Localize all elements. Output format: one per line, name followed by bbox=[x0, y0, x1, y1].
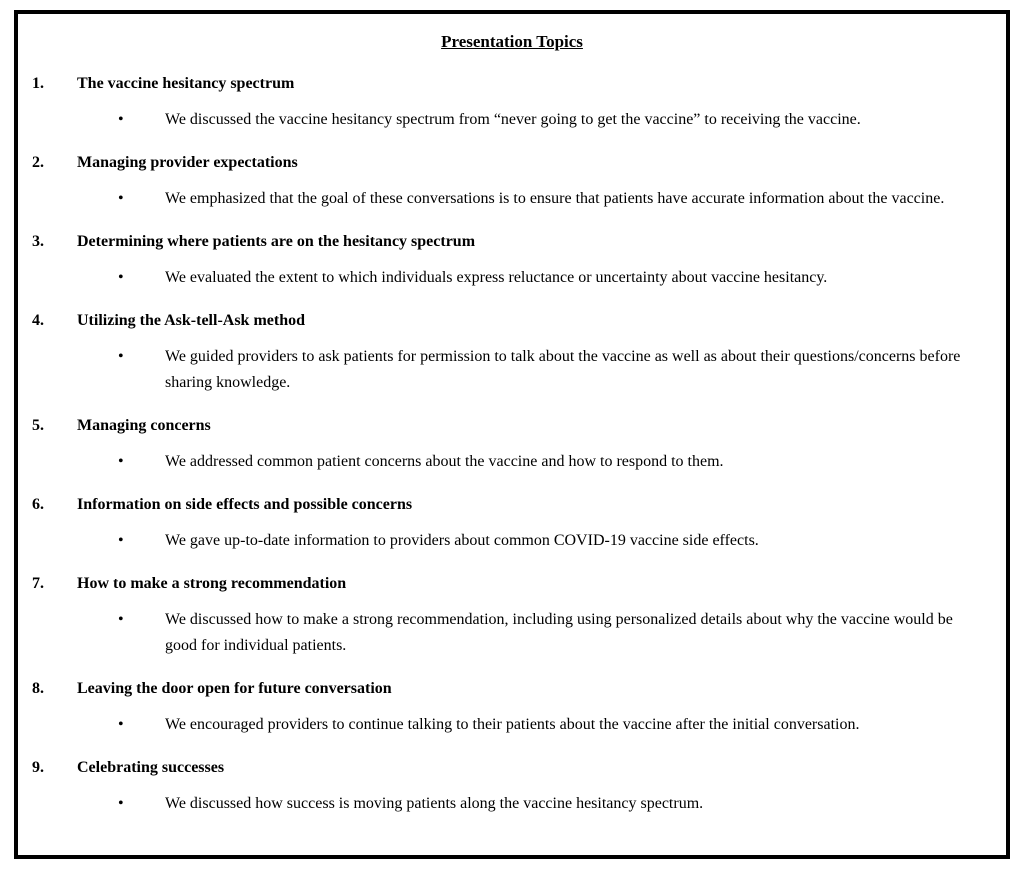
topic-bullet-text: We evaluated the extent to which individuals express reluctance or uncertainty about vaccine hesitancy. bbox=[165, 269, 828, 286]
topic-item-5 bbox=[18, 413, 1006, 475]
topic-heading: Information on side effects and possible concerns bbox=[77, 496, 413, 513]
topic-number: 8. bbox=[32, 680, 44, 697]
bullet-row bbox=[18, 344, 1006, 396]
topic-head bbox=[18, 492, 1006, 518]
bullet-icon: • bbox=[118, 111, 124, 128]
topic-item-2 bbox=[18, 150, 1006, 212]
topic-bullet-text: We encouraged providers to continue talking to their patients about the vaccine after the initial conversation. bbox=[165, 716, 860, 733]
topic-head bbox=[18, 308, 1006, 334]
topic-head bbox=[18, 676, 1006, 702]
bullet-icon: • bbox=[118, 269, 124, 286]
bullet-row bbox=[18, 712, 1006, 738]
topic-number: 9. bbox=[32, 759, 44, 776]
topic-bullet-text: We emphasized that the goal of these conversations is to ensure that patients have accurate information about the vaccine. bbox=[165, 190, 945, 207]
topic-item-8 bbox=[18, 676, 1006, 738]
topic-heading: Managing concerns bbox=[77, 417, 211, 434]
page-title: Presentation Topics bbox=[441, 32, 583, 51]
topic-bullet-text: We gave up-to-date information to providers about common COVID-19 vaccine side effects. bbox=[165, 532, 759, 549]
topic-item-6 bbox=[18, 492, 1006, 554]
topic-number: 1. bbox=[32, 75, 44, 92]
topic-heading: Managing provider expectations bbox=[77, 154, 298, 171]
topic-head bbox=[18, 150, 1006, 176]
topic-head bbox=[18, 755, 1006, 781]
bullet-icon: • bbox=[118, 795, 124, 812]
topic-bullet-text: We discussed how to make a strong recommendation, including using personalized details about why the vaccine would be good for individual patients. bbox=[165, 611, 953, 654]
bullet-icon: • bbox=[118, 190, 124, 207]
topic-heading: Determining where patients are on the hesitancy spectrum bbox=[77, 233, 476, 250]
bullet-icon: • bbox=[118, 716, 124, 733]
document-frame bbox=[14, 10, 1010, 859]
topic-number: 2. bbox=[32, 154, 44, 171]
bullet-row bbox=[18, 265, 1006, 291]
bullet-row bbox=[18, 186, 1006, 212]
bullet-icon: • bbox=[118, 453, 124, 470]
topic-head bbox=[18, 413, 1006, 439]
topic-heading: How to make a strong recommendation bbox=[77, 575, 347, 592]
topic-head bbox=[18, 229, 1006, 255]
bullet-row bbox=[18, 107, 1006, 133]
bullet-row bbox=[18, 791, 1006, 817]
bullet-row bbox=[18, 528, 1006, 554]
topics-list bbox=[18, 71, 1006, 817]
topic-item-3 bbox=[18, 229, 1006, 291]
topic-number: 7. bbox=[32, 575, 44, 592]
bullet-row bbox=[18, 449, 1006, 475]
topic-head bbox=[18, 71, 1006, 97]
topic-bullet-text: We discussed how success is moving patients along the vaccine hesitancy spectrum. bbox=[165, 795, 704, 812]
topic-bullet-text: We discussed the vaccine hesitancy spectrum from “never going to get the vaccine” to receiving the vaccine. bbox=[165, 111, 861, 128]
bullet-icon: • bbox=[118, 532, 124, 549]
topic-bullet-text: We guided providers to ask patients for permission to talk about the vaccine as well as about their questions/concerns before sharing knowledge. bbox=[165, 348, 961, 391]
bullet-icon: • bbox=[118, 611, 124, 628]
topic-item-7 bbox=[18, 571, 1006, 659]
topic-item-1 bbox=[18, 71, 1006, 133]
topic-item-4 bbox=[18, 308, 1006, 396]
bullet-icon: • bbox=[118, 348, 124, 365]
topic-number: 4. bbox=[32, 312, 44, 329]
topic-number: 3. bbox=[32, 233, 44, 250]
topic-item-9 bbox=[18, 755, 1006, 817]
topic-heading: Celebrating successes bbox=[77, 759, 225, 776]
topic-heading: The vaccine hesitancy spectrum bbox=[77, 75, 295, 92]
topic-number: 6. bbox=[32, 496, 44, 513]
topic-head bbox=[18, 571, 1006, 597]
topic-heading: Leaving the door open for future conversation bbox=[77, 680, 392, 697]
topic-heading: Utilizing the Ask-tell-Ask method bbox=[77, 312, 305, 329]
topic-number: 5. bbox=[32, 417, 44, 434]
bullet-row bbox=[18, 607, 1006, 659]
topic-bullet-text: We addressed common patient concerns about the vaccine and how to respond to them. bbox=[165, 453, 724, 470]
